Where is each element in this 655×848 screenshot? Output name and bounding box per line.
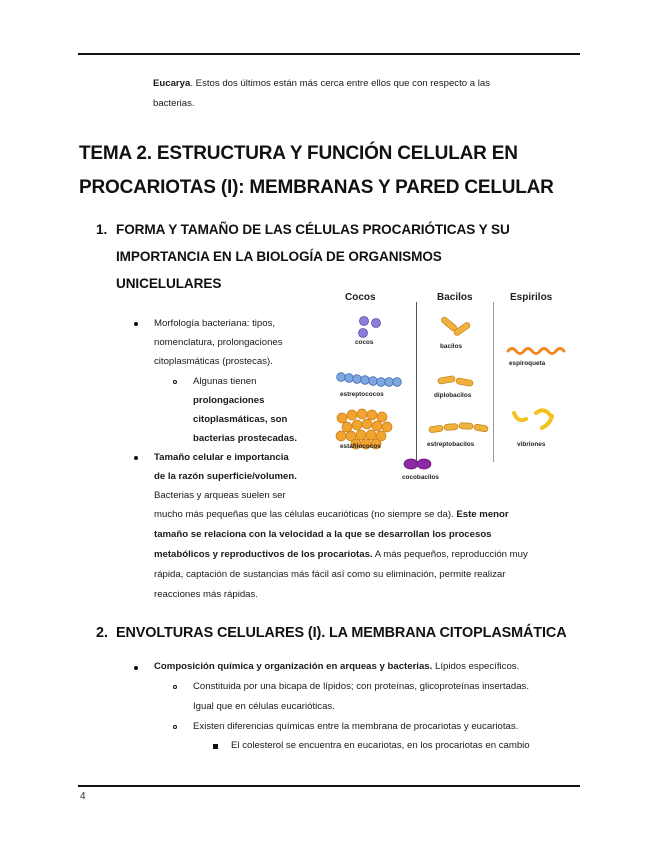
bullet-dot	[134, 322, 138, 326]
section-2-sub-1-line-1: Constituida por una bicapa de lípidos; con proteínas, glicoproteínas insertadas.	[193, 681, 529, 692]
bullet-1-line-3: citoplasmáticas (prostecas).	[154, 356, 273, 367]
figure-drawing	[328, 288, 578, 488]
paragraph-line-4: rápida, captación de sustancias más fácil así como su eliminación, permite realizar	[154, 569, 506, 580]
tema-title-line-1: TEMA 2. ESTRUCTURA Y FUNCIÓN CELULAR EN	[79, 143, 518, 164]
label-estreptococos: estreptococos	[340, 391, 384, 398]
sub-bullet-circle	[173, 685, 177, 689]
label-bacilos: bacilos	[440, 343, 463, 350]
tema-title-line-2: PROCARIOTAS (I): MEMBRANAS Y PARED CELULAR	[79, 177, 554, 198]
bullet-1-line-1: Morfología bacteriana: tipos,	[154, 318, 276, 329]
figure-header-cocos: Cocos	[345, 292, 376, 303]
sub-1-line-1: Algunas tienen	[193, 376, 257, 387]
paragraph-line-2: tamaño se relaciona con la velocidad a la que se desarrollan los procesos	[154, 529, 492, 540]
estreptobacilos-illustration	[429, 423, 489, 433]
label-vibriones: vibriones	[517, 441, 546, 448]
section-1-heading-line-1: FORMA Y TAMAÑO DE LAS CÉLULAS PROCARIÓTICAS Y SU	[116, 222, 510, 237]
sub-bullet-circle	[173, 725, 177, 729]
espiroqueta-illustration	[508, 349, 564, 354]
sub-sub-bullet-square	[213, 744, 218, 749]
figure-header-espirilos: Espirilos	[510, 292, 553, 303]
section-2-bullet-1: Composición química y organización en arqueas y bacterias. Lípidos específicos.	[154, 661, 520, 672]
bullet-dot	[134, 666, 138, 670]
bullet-2-line-1: Tamaño celular e importancia	[154, 452, 289, 463]
bullet-dot	[134, 456, 138, 460]
paragraph-line-5: reacciones más rápidas.	[154, 589, 258, 600]
diplobacilos-illustration	[438, 375, 474, 386]
label-estreptobacilos: estreptobacilos	[427, 441, 475, 448]
bullet-2-line-2: de la razón superficie/volumen.	[154, 471, 297, 482]
bacilos-illustration	[440, 316, 471, 337]
sub-1-line-4: bacterias prostecadas.	[193, 433, 297, 444]
label-diplobacilos: diplobacilos	[434, 392, 472, 399]
estreptococos-illustration	[337, 373, 402, 387]
intro-line-1: Eucarya. Estos dos últimos están más cerca entre ellos que con respecto a las	[153, 78, 491, 89]
paragraph-line-3: metabólicos y reproductivos de los procariotas. A más pequeños, reproducción muy	[154, 549, 528, 560]
bullet-1-line-2: nomenclatura, prolongaciones	[154, 337, 283, 348]
section-2-subsub-1: El colesterol se encuentra en eucariotas, en los procariotas en cambio	[231, 740, 530, 751]
cocobacilos-illustration	[404, 459, 431, 469]
cocos-illustration	[359, 317, 381, 338]
section-2-sub-2: Existen diferencias químicas entre la membrana de procariotas y eucariotas.	[193, 721, 519, 732]
bacterial-morphology-figure	[328, 288, 578, 488]
footer-rule	[78, 785, 580, 787]
section-2-sub-1-line-2: Igual que en células eucarióticas.	[193, 701, 335, 712]
label-cocos: cocos	[355, 339, 374, 346]
header-rule	[78, 53, 580, 55]
section-2-number: 2.	[96, 625, 109, 641]
section-2-heading: ENVOLTURAS CELULARES (I). LA MEMBRANA CITOPLASMÁTICA	[116, 625, 567, 641]
vibriones-illustration	[514, 410, 552, 428]
label-estafilococos: estafilococos	[340, 443, 381, 450]
page-number: 4	[80, 791, 86, 802]
label-cocobacilos: cocobacilos	[402, 474, 439, 481]
section-1-heading-line-2: IMPORTANCIA EN LA BIOLOGÍA DE ORGANISMOS	[116, 249, 442, 264]
bullet-2-line-3: Bacterias y arqueas suelen ser	[154, 490, 286, 501]
intro-line-2: bacterias.	[153, 98, 195, 109]
figure-header-bacilos: Bacilos	[437, 292, 473, 303]
sub-1-line-2: prolongaciones	[193, 395, 265, 406]
section-1-number: 1.	[96, 222, 108, 237]
label-espiroqueta: espiroqueta	[509, 360, 546, 367]
section-1-heading-line-3: UNICELULARES	[116, 276, 222, 291]
sub-bullet-circle	[173, 380, 177, 384]
intro-bold-word: Eucarya	[153, 78, 191, 89]
sub-1-line-3: citoplasmáticas, son	[193, 414, 288, 425]
paragraph-line-1: mucho más pequeñas que las células eucarióticas (no siempre se da). Este menor	[154, 509, 509, 520]
